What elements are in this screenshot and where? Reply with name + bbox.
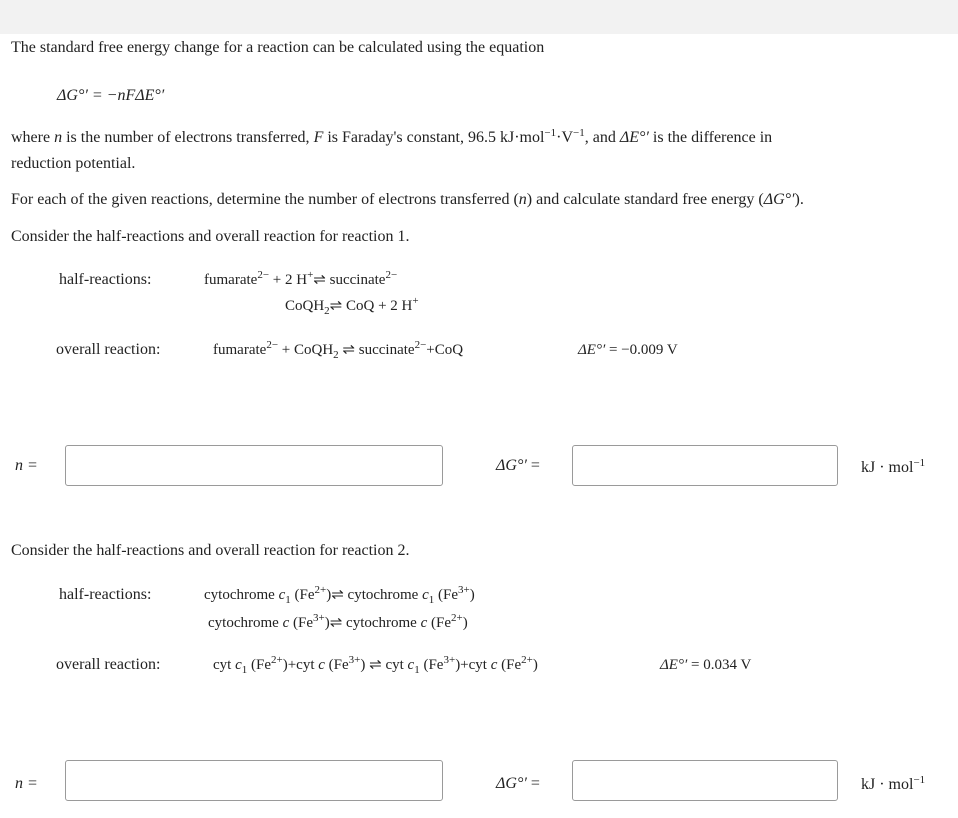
reaction1-n-input-box[interactable] [65, 445, 443, 486]
reaction2-delta-e: ΔE°′ = 0.034 V [660, 657, 752, 673]
reaction1-overall-reaction: fumarate$^{2-}$ + CoQH$_2$ ⇌ succinate$^{2-}$+CoQ [213, 339, 464, 361]
free-energy-equation: ΔG°′ = −nFΔE°′ [57, 87, 165, 104]
reaction2-n-label: n = [15, 775, 38, 792]
reaction1-overall-label: overall reaction: [56, 341, 161, 358]
reaction1-dg-label: ΔG°′ = [496, 457, 540, 474]
reaction1-half-reaction-1: fumarate$^{2-}$ + 2 H+⇌ succinate$^{2-}$ [204, 269, 398, 288]
where-text-line2: reduction potential. [11, 155, 136, 172]
reaction1-delta-e: ΔE°′ = −0.009 V [578, 342, 678, 358]
reaction1-unit: kJ · mol$^{-1}$ [861, 457, 926, 476]
reaction2-dg-input-box[interactable] [572, 760, 838, 801]
reaction2-unit: kJ · mol$^{-1}$ [861, 774, 926, 793]
reaction2-dg-input[interactable] [573, 761, 837, 800]
intro-text: The standard free energy change for a reaction can be calculated using the equation [11, 39, 545, 56]
reaction2-half-reaction-1: cytochrome $c_1$ $(Fe^{2+})\rightleftharpoons$ cytochrome $c_1$ $(Fe^{3+})$ [204, 584, 475, 606]
reaction1-heading: Consider the half-reactions and overall reaction for reaction 1. [11, 228, 410, 245]
reaction1-dg-input-box[interactable] [572, 445, 838, 486]
reaction2-dg-label: ΔG°′ = [496, 775, 540, 792]
reaction2-overall-label: overall reaction: [56, 656, 161, 673]
reaction2-n-input-box[interactable] [65, 760, 443, 801]
reaction1-half-label: half-reactions: [59, 271, 152, 288]
instruction-text: For each of the given reactions, determine the number of electrons transferred (n) and calculate standard free energy (ΔG°′). [11, 191, 804, 208]
reaction2-half-reaction-2: cytochrome c $(Fe^{3+})\rightleftharpoons$ cytochrome c $(Fe^{2+})$ [208, 612, 468, 631]
reaction1-half-reaction-2: CoQH$_2$⇌ CoQ + 2 H+ [285, 295, 419, 317]
where-text: where n is the number of electrons transferred, F is Faraday's constant, 96.5 $kJ\cdot mol^{-1}\cdot V^{-1}$, and ΔE°′ is the difference in [11, 127, 773, 146]
reaction2-n-input[interactable] [66, 761, 442, 800]
reaction2-half-label: half-reactions: [59, 586, 152, 603]
reaction1-dg-input[interactable] [573, 446, 837, 485]
reaction2-overall-reaction: cyt $c_1$ $(Fe^{2+})+cyt$ c $(Fe^{3+})$ ⇌ cyt $c_1$ $(Fe^{3+})+cyt$ c $(Fe^{2+})$ [213, 654, 538, 676]
reaction1-n-input[interactable] [66, 446, 442, 485]
reaction2-heading: Consider the half-reactions and overall reaction for reaction 2. [11, 542, 410, 559]
reaction1-n-label: n = [15, 457, 38, 474]
top-bar [0, 0, 958, 34]
